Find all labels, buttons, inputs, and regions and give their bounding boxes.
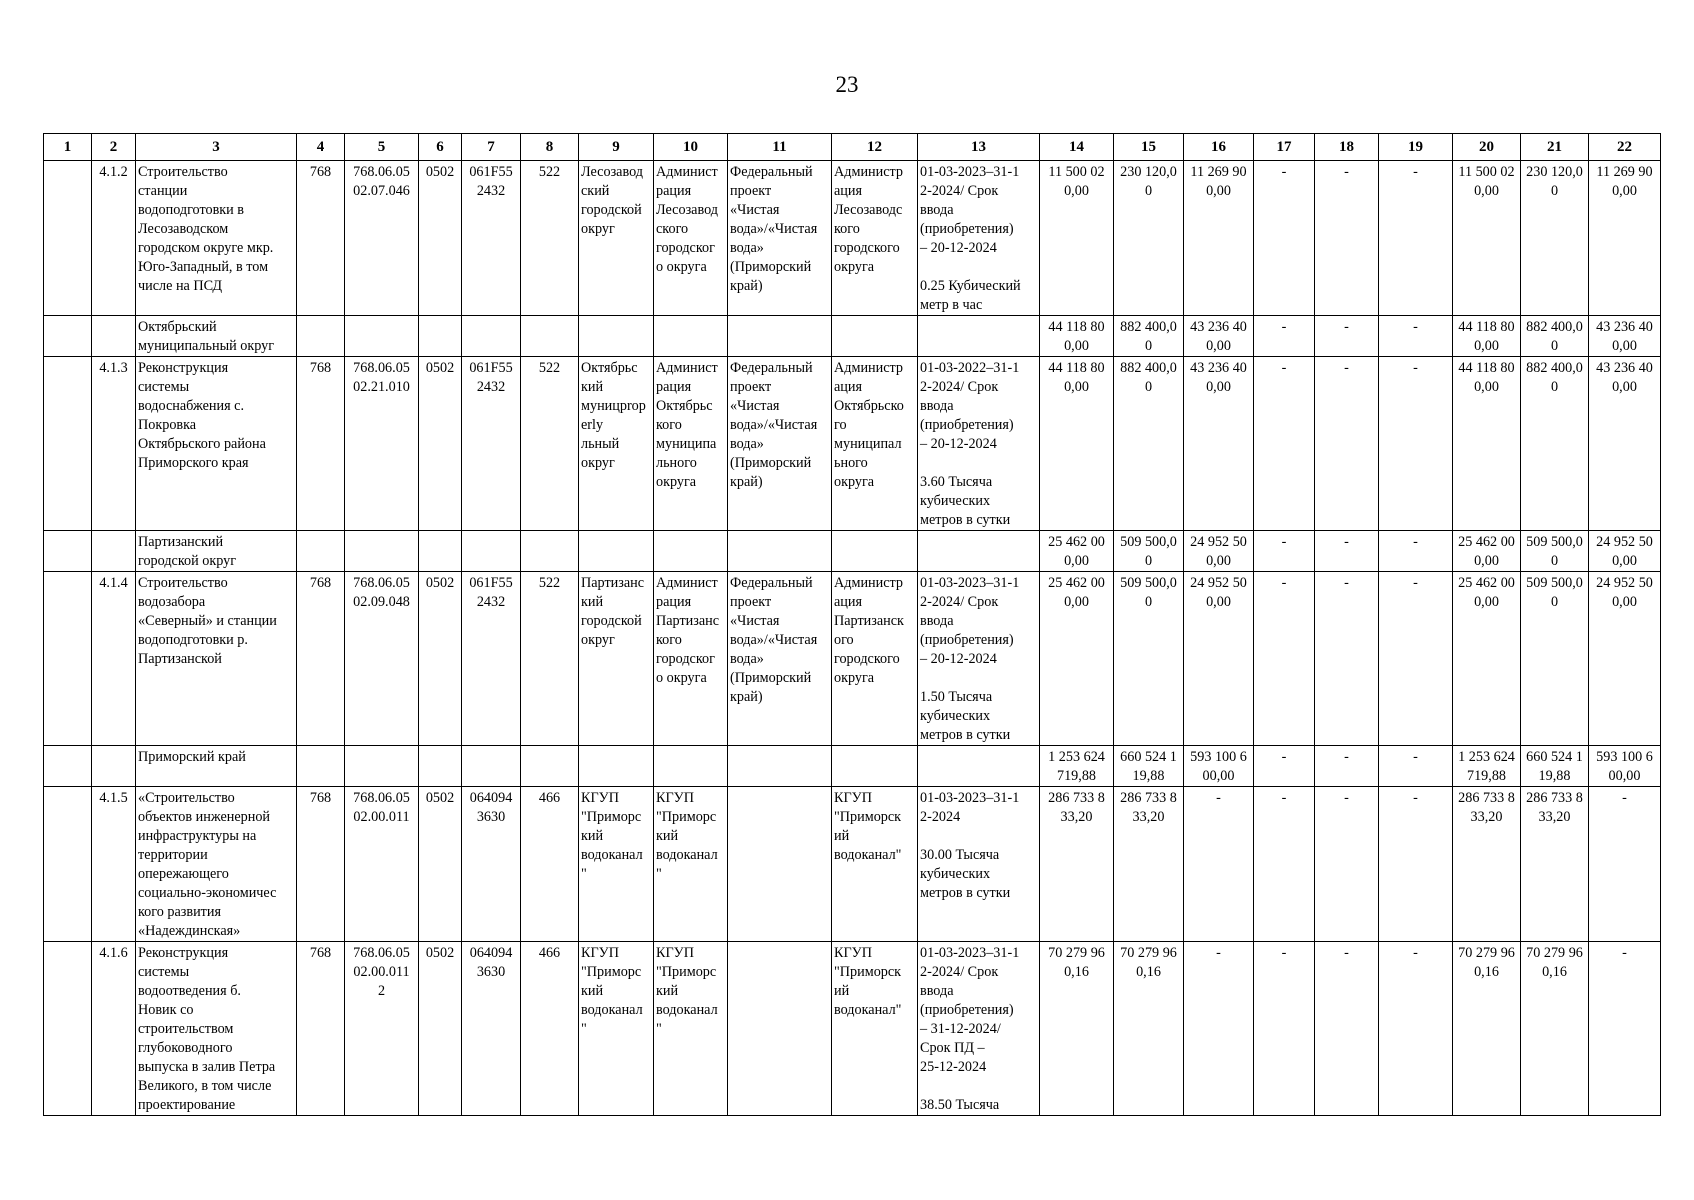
- cell-col-18: -: [1315, 572, 1379, 746]
- cell-col-20: 11 500 02 0,00: [1453, 161, 1521, 316]
- cell-col-2: [92, 316, 136, 357]
- cell-col-10: [654, 316, 728, 357]
- cell-col-9: Октябрьс кий муницproperly льный округ: [579, 357, 654, 531]
- cell-col-11: [728, 531, 832, 572]
- cell-col-20: 25 462 00 0,00: [1453, 572, 1521, 746]
- column-header-8: 8: [521, 134, 579, 161]
- column-header-13: 13: [918, 134, 1040, 161]
- cell-col-12: [832, 746, 918, 787]
- cell-col-11: [728, 316, 832, 357]
- cell-col-20: 44 118 80 0,00: [1453, 357, 1521, 531]
- column-header-3: 3: [136, 134, 297, 161]
- cell-col-3: Реконструкция системы водоотведения б. Новик со строительством глубоководного выпуска в залив Петра Великого, в том числе проектирование: [136, 942, 297, 1116]
- cell-col-9: [579, 316, 654, 357]
- cell-col-17: -: [1254, 357, 1315, 531]
- cell-col-3: Реконструкция системы водоснабжения с. Покровка Октябрьского района Приморского края: [136, 357, 297, 531]
- cell-col-6: [419, 531, 462, 572]
- column-header-14: 14: [1040, 134, 1114, 161]
- cell-col-14: 1 253 624 719,88: [1040, 746, 1114, 787]
- cell-col-3: Приморский край: [136, 746, 297, 787]
- cell-col-16: 24 952 50 0,00: [1184, 572, 1254, 746]
- cell-col-6: 0502: [419, 357, 462, 531]
- cell-col-21: 230 120,0 0: [1521, 161, 1589, 316]
- cell-col-22: 43 236 40 0,00: [1589, 316, 1661, 357]
- cell-col-3: Партизанский городской округ: [136, 531, 297, 572]
- cell-col-20: 70 279 96 0,16: [1453, 942, 1521, 1116]
- cell-col-15: 509 500,0 0: [1114, 572, 1184, 746]
- cell-col-18: -: [1315, 316, 1379, 357]
- table-row: [44, 787, 1661, 942]
- cell-col-18: -: [1315, 942, 1379, 1116]
- column-header-9: 9: [579, 134, 654, 161]
- cell-col-6: [419, 316, 462, 357]
- cell-col-4: [297, 746, 345, 787]
- cell-col-9: [579, 531, 654, 572]
- cell-col-10: КГУП "Приморс кий водоканал ": [654, 787, 728, 942]
- cell-col-12: [832, 531, 918, 572]
- cell-col-19: -: [1379, 316, 1453, 357]
- cell-col-7: [462, 316, 521, 357]
- cell-col-9: Партизанс кий городской округ: [579, 572, 654, 746]
- cell-col-5: 768.06.05 02.09.048: [345, 572, 419, 746]
- cell-col-15: 660 524 1 19,88: [1114, 746, 1184, 787]
- column-header-22: 22: [1589, 134, 1661, 161]
- cell-col-11: [728, 787, 832, 942]
- cell-col-17: -: [1254, 787, 1315, 942]
- cell-col-11: Федеральный проект «Чистая вода»/«Чистая вода» (Приморский край): [728, 357, 832, 531]
- cell-col-5: [345, 531, 419, 572]
- cell-col-18: -: [1315, 746, 1379, 787]
- cell-col-4: 768: [297, 161, 345, 316]
- cell-col-14: 286 733 8 33,20: [1040, 787, 1114, 942]
- cell-col-13: [918, 316, 1040, 357]
- cell-col-22: 43 236 40 0,00: [1589, 357, 1661, 531]
- cell-col-20: 44 118 80 0,00: [1453, 316, 1521, 357]
- cell-col-11: Федеральный проект «Чистая вода»/«Чистая вода» (Приморский край): [728, 572, 832, 746]
- cell-col-1: [44, 316, 92, 357]
- cell-col-13: 01-03-2022–31-1 2-2024/ Срок ввода (приобретения) – 20-12-2024 3.60 Тысяча кубических метров в сутки: [918, 357, 1040, 531]
- cell-col-22: 593 100 6 00,00: [1589, 746, 1661, 787]
- column-header-17: 17: [1254, 134, 1315, 161]
- cell-col-2: [92, 531, 136, 572]
- cell-col-2: 4.1.5: [92, 787, 136, 942]
- cell-col-8: 466: [521, 942, 579, 1116]
- cell-col-7: 064094 3630: [462, 787, 521, 942]
- cell-col-8: 522: [521, 572, 579, 746]
- cell-col-8: [521, 531, 579, 572]
- cell-col-15: 70 279 96 0,16: [1114, 942, 1184, 1116]
- cell-col-15: 882 400,0 0: [1114, 357, 1184, 531]
- column-header-12: 12: [832, 134, 918, 161]
- cell-col-4: [297, 316, 345, 357]
- cell-col-12: Администр ация Лесозаводс кого городского округа: [832, 161, 918, 316]
- column-header-7: 7: [462, 134, 521, 161]
- cell-col-5: 768.06.05 02.21.010: [345, 357, 419, 531]
- cell-col-12: КГУП "Приморск ий водоканал": [832, 942, 918, 1116]
- column-header-1: 1: [44, 134, 92, 161]
- cell-col-3: «Строительство объектов инженерной инфраструктуры на территории опережающего социально-экономичес кого развития «Надеждинская»: [136, 787, 297, 942]
- cell-col-13: [918, 531, 1040, 572]
- cell-col-14: 44 118 80 0,00: [1040, 316, 1114, 357]
- cell-col-10: КГУП "Приморс кий водоканал ": [654, 942, 728, 1116]
- cell-col-22: 24 952 50 0,00: [1589, 531, 1661, 572]
- cell-col-1: [44, 746, 92, 787]
- cell-col-7: [462, 746, 521, 787]
- cell-col-21: 70 279 96 0,16: [1521, 942, 1589, 1116]
- cell-col-9: [579, 746, 654, 787]
- cell-col-9: КГУП "Приморс кий водоканал ": [579, 787, 654, 942]
- cell-col-14: 70 279 96 0,16: [1040, 942, 1114, 1116]
- column-header-18: 18: [1315, 134, 1379, 161]
- cell-col-21: 882 400,0 0: [1521, 357, 1589, 531]
- cell-col-8: [521, 316, 579, 357]
- cell-col-5: 768.06.05 02.00.011 2: [345, 942, 419, 1116]
- cell-col-13: 01-03-2023–31-1 2-2024/ Срок ввода (приобретения) – 20-12-2024 0.25 Кубический метр в час: [918, 161, 1040, 316]
- cell-col-12: КГУП "Приморск ий водоканал": [832, 787, 918, 942]
- cell-col-22: 24 952 50 0,00: [1589, 572, 1661, 746]
- cell-col-7: 064094 3630: [462, 942, 521, 1116]
- cell-col-17: -: [1254, 531, 1315, 572]
- cell-col-1: [44, 787, 92, 942]
- cell-col-5: [345, 316, 419, 357]
- cell-col-8: 522: [521, 161, 579, 316]
- table-row: [44, 942, 1661, 1116]
- cell-col-6: 0502: [419, 161, 462, 316]
- cell-col-8: 522: [521, 357, 579, 531]
- cell-col-19: -: [1379, 357, 1453, 531]
- cell-col-13: 01-03-2023–31-1 2-2024/ Срок ввода (приобретения) – 20-12-2024 1.50 Тысяча кубических метров в сутки: [918, 572, 1040, 746]
- header-row: [44, 134, 1661, 161]
- cell-col-2: 4.1.4: [92, 572, 136, 746]
- cell-col-11: [728, 746, 832, 787]
- cell-col-20: 1 253 624 719,88: [1453, 746, 1521, 787]
- cell-col-12: Администр ация Партизанск ого городского округа: [832, 572, 918, 746]
- page-number: 23: [835, 72, 859, 97]
- cell-col-6: 0502: [419, 787, 462, 942]
- cell-col-6: 0502: [419, 942, 462, 1116]
- cell-col-13: 01-03-2023–31-1 2-2024 30.00 Тысяча кубических метров в сутки: [918, 787, 1040, 942]
- cell-col-10: Админист рация Октябрьс кого муниципа льного округа: [654, 357, 728, 531]
- cell-col-5: [345, 746, 419, 787]
- cell-col-19: -: [1379, 787, 1453, 942]
- cell-col-10: Админист рация Лесозавод ского городског о округа: [654, 161, 728, 316]
- cell-col-16: 593 100 6 00,00: [1184, 746, 1254, 787]
- cell-col-16: 43 236 40 0,00: [1184, 357, 1254, 531]
- column-header-20: 20: [1453, 134, 1521, 161]
- cell-col-13: 01-03-2023–31-1 2-2024/ Срок ввода (приобретения) – 31-12-2024/ Срок ПД – 25-12-2024 38.50 Тысяча: [918, 942, 1040, 1116]
- cell-col-10: Админист рация Партизанс кого городског о округа: [654, 572, 728, 746]
- cell-col-22: -: [1589, 942, 1661, 1116]
- cell-col-21: 882 400,0 0: [1521, 316, 1589, 357]
- cell-col-16: 43 236 40 0,00: [1184, 316, 1254, 357]
- cell-col-3: Строительство станции водоподготовки в Лесозаводском городском округе мкр. Юго-Западный, в том числе на ПСД: [136, 161, 297, 316]
- cell-col-5: 768.06.05 02.00.011: [345, 787, 419, 942]
- cell-col-21: 660 524 1 19,88: [1521, 746, 1589, 787]
- cell-col-7: 061F55 2432: [462, 161, 521, 316]
- cell-col-19: -: [1379, 572, 1453, 746]
- cell-col-22: 11 269 90 0,00: [1589, 161, 1661, 316]
- column-header-16: 16: [1184, 134, 1254, 161]
- cell-col-17: -: [1254, 572, 1315, 746]
- cell-col-21: 509 500,0 0: [1521, 531, 1589, 572]
- cell-col-19: -: [1379, 161, 1453, 316]
- cell-col-1: [44, 942, 92, 1116]
- cell-col-1: [44, 161, 92, 316]
- cell-col-8: [521, 746, 579, 787]
- subtotal-row: [44, 316, 1661, 357]
- cell-col-12: Администр ация Октябрьско го муниципал ьного округа: [832, 357, 918, 531]
- cell-col-7: [462, 531, 521, 572]
- cell-col-2: 4.1.2: [92, 161, 136, 316]
- subtotal-row: [44, 531, 1661, 572]
- cell-col-8: 466: [521, 787, 579, 942]
- cell-col-3: Октябрьский муниципальный округ: [136, 316, 297, 357]
- column-header-4: 4: [297, 134, 345, 161]
- subtotal-row: [44, 746, 1661, 787]
- cell-col-15: 509 500,0 0: [1114, 531, 1184, 572]
- cell-col-10: [654, 531, 728, 572]
- cell-col-18: -: [1315, 787, 1379, 942]
- cell-col-16: -: [1184, 787, 1254, 942]
- cell-col-9: Лесозавод ский городской округ: [579, 161, 654, 316]
- cell-col-2: 4.1.3: [92, 357, 136, 531]
- table-row: [44, 572, 1661, 746]
- cell-col-21: 509 500,0 0: [1521, 572, 1589, 746]
- cell-col-3: Строительство водозабора «Северный» и станции водоподготовки р. Партизанской: [136, 572, 297, 746]
- cell-col-4: 768: [297, 942, 345, 1116]
- cell-col-18: -: [1315, 161, 1379, 316]
- cell-col-22: -: [1589, 787, 1661, 942]
- cell-col-6: 0502: [419, 572, 462, 746]
- cell-col-6: [419, 746, 462, 787]
- cell-col-20: 286 733 8 33,20: [1453, 787, 1521, 942]
- cell-col-16: -: [1184, 942, 1254, 1116]
- cell-col-14: 25 462 00 0,00: [1040, 531, 1114, 572]
- cell-col-12: [832, 316, 918, 357]
- column-header-5: 5: [345, 134, 419, 161]
- cell-col-1: [44, 357, 92, 531]
- cell-col-7: 061F55 2432: [462, 572, 521, 746]
- cell-col-15: 286 733 8 33,20: [1114, 787, 1184, 942]
- cell-col-15: 230 120,0 0: [1114, 161, 1184, 316]
- column-header-11: 11: [728, 134, 832, 161]
- column-header-15: 15: [1114, 134, 1184, 161]
- cell-col-5: 768.06.05 02.07.046: [345, 161, 419, 316]
- cell-col-2: [92, 746, 136, 787]
- cell-col-20: 25 462 00 0,00: [1453, 531, 1521, 572]
- table-row: [44, 161, 1661, 316]
- cell-col-18: -: [1315, 531, 1379, 572]
- column-header-2: 2: [92, 134, 136, 161]
- cell-col-13: [918, 746, 1040, 787]
- cell-col-4: 768: [297, 357, 345, 531]
- column-header-10: 10: [654, 134, 728, 161]
- cell-col-1: [44, 531, 92, 572]
- cell-col-16: 11 269 90 0,00: [1184, 161, 1254, 316]
- cell-col-21: 286 733 8 33,20: [1521, 787, 1589, 942]
- cell-col-19: -: [1379, 531, 1453, 572]
- cell-col-7: 061F55 2432: [462, 357, 521, 531]
- cell-col-14: 11 500 02 0,00: [1040, 161, 1114, 316]
- cell-col-11: [728, 942, 832, 1116]
- cell-col-15: 882 400,0 0: [1114, 316, 1184, 357]
- cell-col-18: -: [1315, 357, 1379, 531]
- cell-col-10: [654, 746, 728, 787]
- data-table: [43, 133, 1661, 1116]
- cell-col-1: [44, 572, 92, 746]
- cell-col-14: 25 462 00 0,00: [1040, 572, 1114, 746]
- cell-col-17: -: [1254, 746, 1315, 787]
- column-header-6: 6: [419, 134, 462, 161]
- cell-col-17: -: [1254, 161, 1315, 316]
- cell-col-4: [297, 531, 345, 572]
- table-row: [44, 357, 1661, 531]
- cell-col-4: 768: [297, 572, 345, 746]
- cell-col-2: 4.1.6: [92, 942, 136, 1116]
- cell-col-19: -: [1379, 942, 1453, 1116]
- cell-col-4: 768: [297, 787, 345, 942]
- cell-col-14: 44 118 80 0,00: [1040, 357, 1114, 531]
- cell-col-19: -: [1379, 746, 1453, 787]
- cell-col-17: -: [1254, 316, 1315, 357]
- column-header-19: 19: [1379, 134, 1453, 161]
- cell-col-11: Федеральный проект «Чистая вода»/«Чистая вода» (Приморский край): [728, 161, 832, 316]
- column-header-21: 21: [1521, 134, 1589, 161]
- cell-col-16: 24 952 50 0,00: [1184, 531, 1254, 572]
- cell-col-9: КГУП "Приморс кий водоканал ": [579, 942, 654, 1116]
- cell-col-17: -: [1254, 942, 1315, 1116]
